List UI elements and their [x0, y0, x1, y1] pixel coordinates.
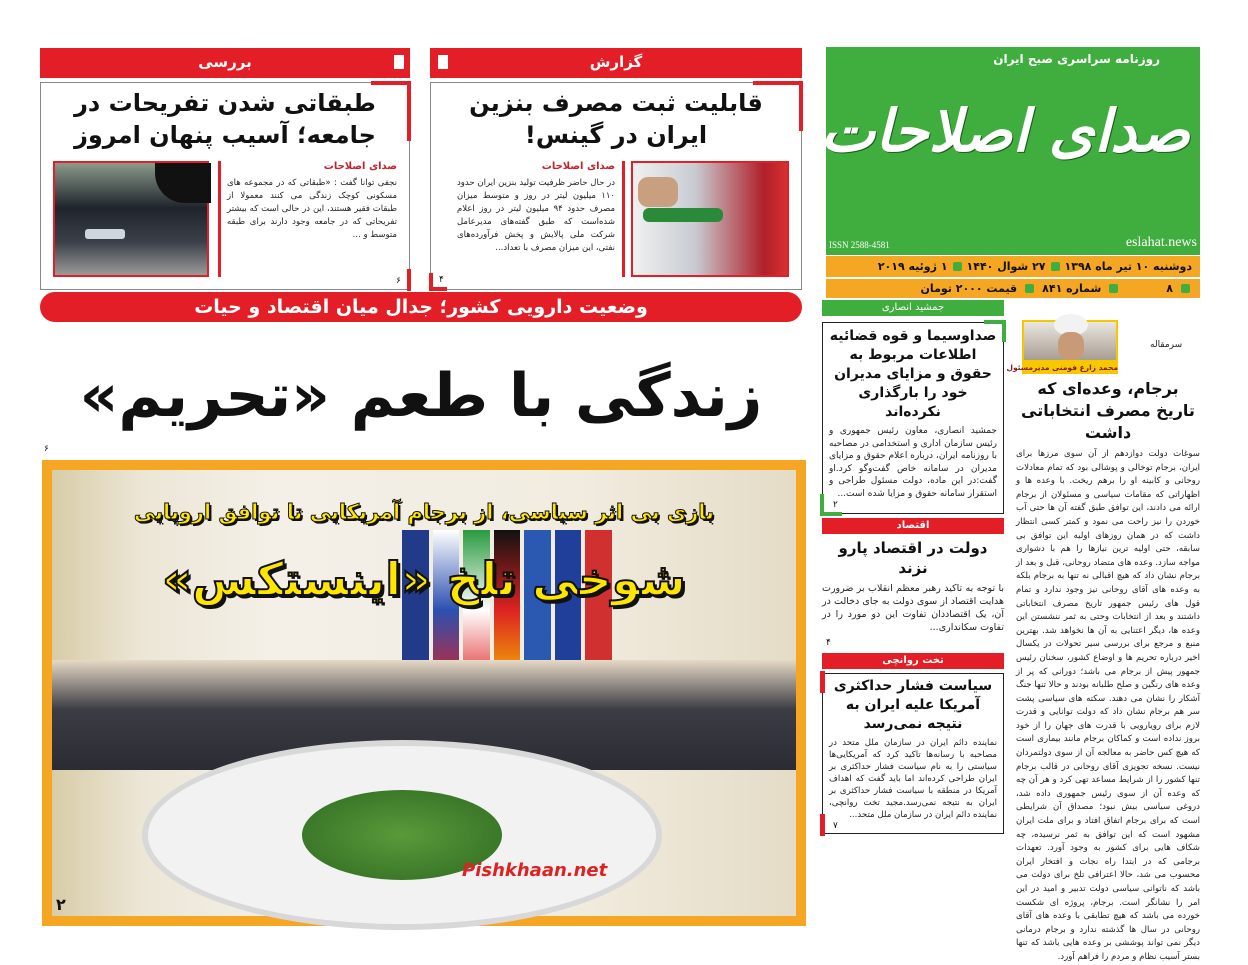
tab-review — [40, 48, 410, 78]
watermark: Pishkhaan.net — [462, 860, 608, 881]
date-bar — [826, 256, 1200, 277]
headline: سیاست فشار حداکثری آمریکا علیه ایران به نتیجه نمی‌رسد — [833, 678, 993, 732]
source: صدای اصلاحات — [323, 161, 397, 172]
page-number: ۴ — [439, 275, 444, 285]
summary: در حال حاضر ظرفیت تولید بنزین ایران حدود ۱۱۰ میلیون لیتر در روز و متوسط میزان مصرف حدود ۹۴ میلیون لیتر در روز اعلام شده‌است که طبق گفته‌های مدیرعامل شرکت ملی پالایش و پخش فرآورده‌های نفتی، این میزان مصرف با تعداد... — [457, 178, 615, 253]
issue-bar — [826, 279, 1200, 298]
tab-report — [430, 48, 802, 78]
editorial-photo — [1022, 320, 1118, 362]
masthead — [820, 47, 1200, 255]
main-photo-frame[interactable] — [42, 460, 806, 926]
photo-title: شوخی تلخ «اینستکس» — [162, 552, 686, 606]
summary: نجفی توانا گفت : «طبقاتی که در مجموعه های مسکونی کوچک زندگی می کنند معمولا از طبقات فقیر هستند، این در حالی است که بیشتر تفریحاتی که در جامعه وجود دارند برای طبقه متوسط و ... — [227, 178, 397, 240]
tab-jamshid-ansari: جمشید انصاری — [822, 300, 1004, 316]
issue-number: شماره ۸۴۱ — [1042, 282, 1102, 295]
date-persian: دوشنبه ۱۰ تیر ماه ۱۳۹۸ — [1064, 260, 1192, 273]
headline: صداوسیما و قوه قضائیه اطلاعات مربوط به حقوق و مزایای مدیران خود را بارگذاری نکرده‌اند — [829, 328, 997, 420]
article-gasoline[interactable] — [430, 82, 802, 290]
date-gregorian: ۱ ژوئیه ۲۰۱۹ — [877, 260, 948, 273]
date-hijri: ۲۷ شوال ۱۴۴۰ — [966, 260, 1046, 273]
page-number: ۷ — [833, 821, 838, 831]
editorial-column — [1016, 378, 1200, 962]
issn: ISSN 2588-4581 — [829, 240, 890, 250]
section-takht-ravanchi: تخت روانچی — [822, 653, 1004, 669]
price: قیمت ۲۰۰۰ تومان — [920, 282, 1018, 295]
editorial-author: محمد زارع فومنی مدیرمسئول — [1006, 363, 1118, 372]
drug-situation-banner[interactable]: وضعیت دارویی کشور؛ جدال میان اقتصاد و حیات — [40, 292, 802, 322]
summary-economy: با توجه به تاکید رهبر معظم انقلاب بر ضرورت هدایت اقتصاد از سوی دولت به جای دخالت در آن، یک اقتصاددان تفاوت این دو مورد را در تفاوت سکانداری... — [822, 583, 1004, 633]
year: ۸ — [1166, 282, 1173, 295]
car-photo — [53, 161, 209, 277]
source: صدای اصلاحات — [541, 161, 615, 172]
section-economy: اقتصاد — [822, 518, 1004, 534]
headline-economy[interactable]: دولت در اقتصاد پارو نزند — [838, 539, 988, 577]
photo-page-number: ۲ — [56, 895, 66, 914]
summary: جمشید انصاری، معاون رئیس جمهوری و رئیس سازمان اداری و استخدامی در مصاحبه با روزنامه ایران، درباره اعلام حقوق و مزایای مدیران در سامانه خاص گفت‌وگو کرد.او گفت:در این ماده، دولت مسئول طراحی و استقرار سامانه حقوق و مزایا شده است... — [829, 426, 997, 499]
tab-label: بررسی — [198, 53, 252, 71]
article-max-pressure[interactable] — [822, 673, 1004, 834]
main-page-number: ۶ — [44, 444, 49, 454]
article-leisure[interactable] — [40, 82, 410, 290]
summary: نماینده دائم ایران در سازمان ملل متحد در مصاحبه با رسانه‌ها تاکید کرد که آمریکایی‌ها سیاستی را به نام سیاست فشار حداکثری بر ایران طراحی کرده‌اند اما باید گفت که اهداف آمریکا در منطقه با سیاست فشار حداکثری بر ایران به نتیجه نمی‌رسد.مجید تخت روانچی، نماینده دائم ایران در سازمان ملل متحد... — [829, 738, 997, 820]
negotiation-photo — [52, 470, 796, 916]
main-headline[interactable]: زندگی با طعم «تحریم» — [79, 361, 763, 431]
headline: طبقاتی شدن تفریحات در جامعه؛ آسیب پنهان امروز — [74, 89, 376, 149]
editorial-label: سرمقاله — [1150, 340, 1183, 350]
tab-label: گزارش — [589, 53, 643, 71]
middle-column — [822, 300, 1004, 834]
editorial-title: برجام، وعده‌ای که تاریخ مصرف انتخاباتی داشت — [1021, 379, 1195, 442]
article-salaries[interactable] — [822, 322, 1004, 514]
page-number-economy: ۴ — [826, 638, 831, 648]
website: eslahat.news — [1125, 235, 1197, 250]
headline: قابلیت ثبت مصرف بنزین ایران در گینس! — [469, 89, 763, 149]
editorial-body: سوغات دولت دوازدهم از آن سوی مرزها برای ایران، برجام توخالی و پوشالی بود که تمام معادلات روحانی و کابینه او را برهم ریخت. با وعده ها و اظهاراتی که مقامات سیاسی و مسئولان از برجام ارائه می دادند، این توافق طبق گفته آن ها حتی آب خوردن را نیز راحت می نمود و کمتر کسی انتظار داشت که در همان روزهای اولیه این توافق بی سابقه، حتی اولیه ترین نیازها را هم با دشواری مواجه سازد. وعده های متضاد روحانی، قبل و بعد از برجام نشان داد که هیچ اقبالی نه تنها به برجام بلکه به وعده های آقای روحانی نیز وجود ندارد و تمام قول های رئیس جمهور تاریخ مصرف انتخاباتی داشتند و بعد از انتخابات وحتی به ثمر ننشستن این وعده ها، دیگر اعتنایی به آن ها نخواهد شد. بهترین منبع و مرجع برای بررسی سیر تحولات در یکسال اخیر درباره تحریم ها و اوضاع کشور، سخنان رئیس جمهور پیش از برجام می باشد؛ دورانی که پر از وعده های رنگین و صلح طلبانه بودند و حالا تنها جنگ آشکار را نشان می دهند. سکته های سیاسی پشت سر هم برجام نشان داد که دولت توانایی و قدرت لازم برای رویارویی با قدرت های جهان را از خود بروز نداده است و کماکان برجام مانند بیماری است که هیچ کس حاضر به معالجه آن از سوی دولتمردان نیست. نسخه تجویزی آقای روحانی در قالب برجام تنها کشور را از شرایط مساعد تهی کرد و هر آن چه که وعده آن از سوی رئیس جمهوری داده شد، دروغی سیاسی بیش نبود؛ مصداق آن شرایطی است که برای برجام اتفاق افتاد و برای ملت ایران مشهود است که این توافق به ثمر نرسیده، چه شکاف هایی برای کشور به وجود آورد. تعهدات برجامی که در ابتدا راه نجات و افتخار ایران محسوب می شد، حالا اعترافی تلخ برای دولت می باشد که ناتوانی سیاسی دولت تدبیر و امید در این امر را نشانگر است. برجام، پروژه ای شکست خورده می باشد که هیچ تطابقی با وعده های آقای روحانی در سال ها گذشته ندارد و برجام درمانی دیگر نمی تواند پوششی بر وعده هایی باشد که تنها بستر آسیب نظام و مردم را فراهم آورد. — [1016, 449, 1200, 962]
fuel-nozzle-photo — [631, 161, 789, 277]
page-number: ۲ — [833, 500, 838, 510]
page-number: ۶ — [396, 276, 401, 286]
logo: صدای اصلاحات — [820, 97, 1190, 165]
tagline: روزنامه سراسری صبح ایران — [993, 52, 1160, 66]
photo-kicker: بازی بی اثر سیاسی، از برجام آمریکایی تا توافق اروپایی — [133, 500, 715, 524]
